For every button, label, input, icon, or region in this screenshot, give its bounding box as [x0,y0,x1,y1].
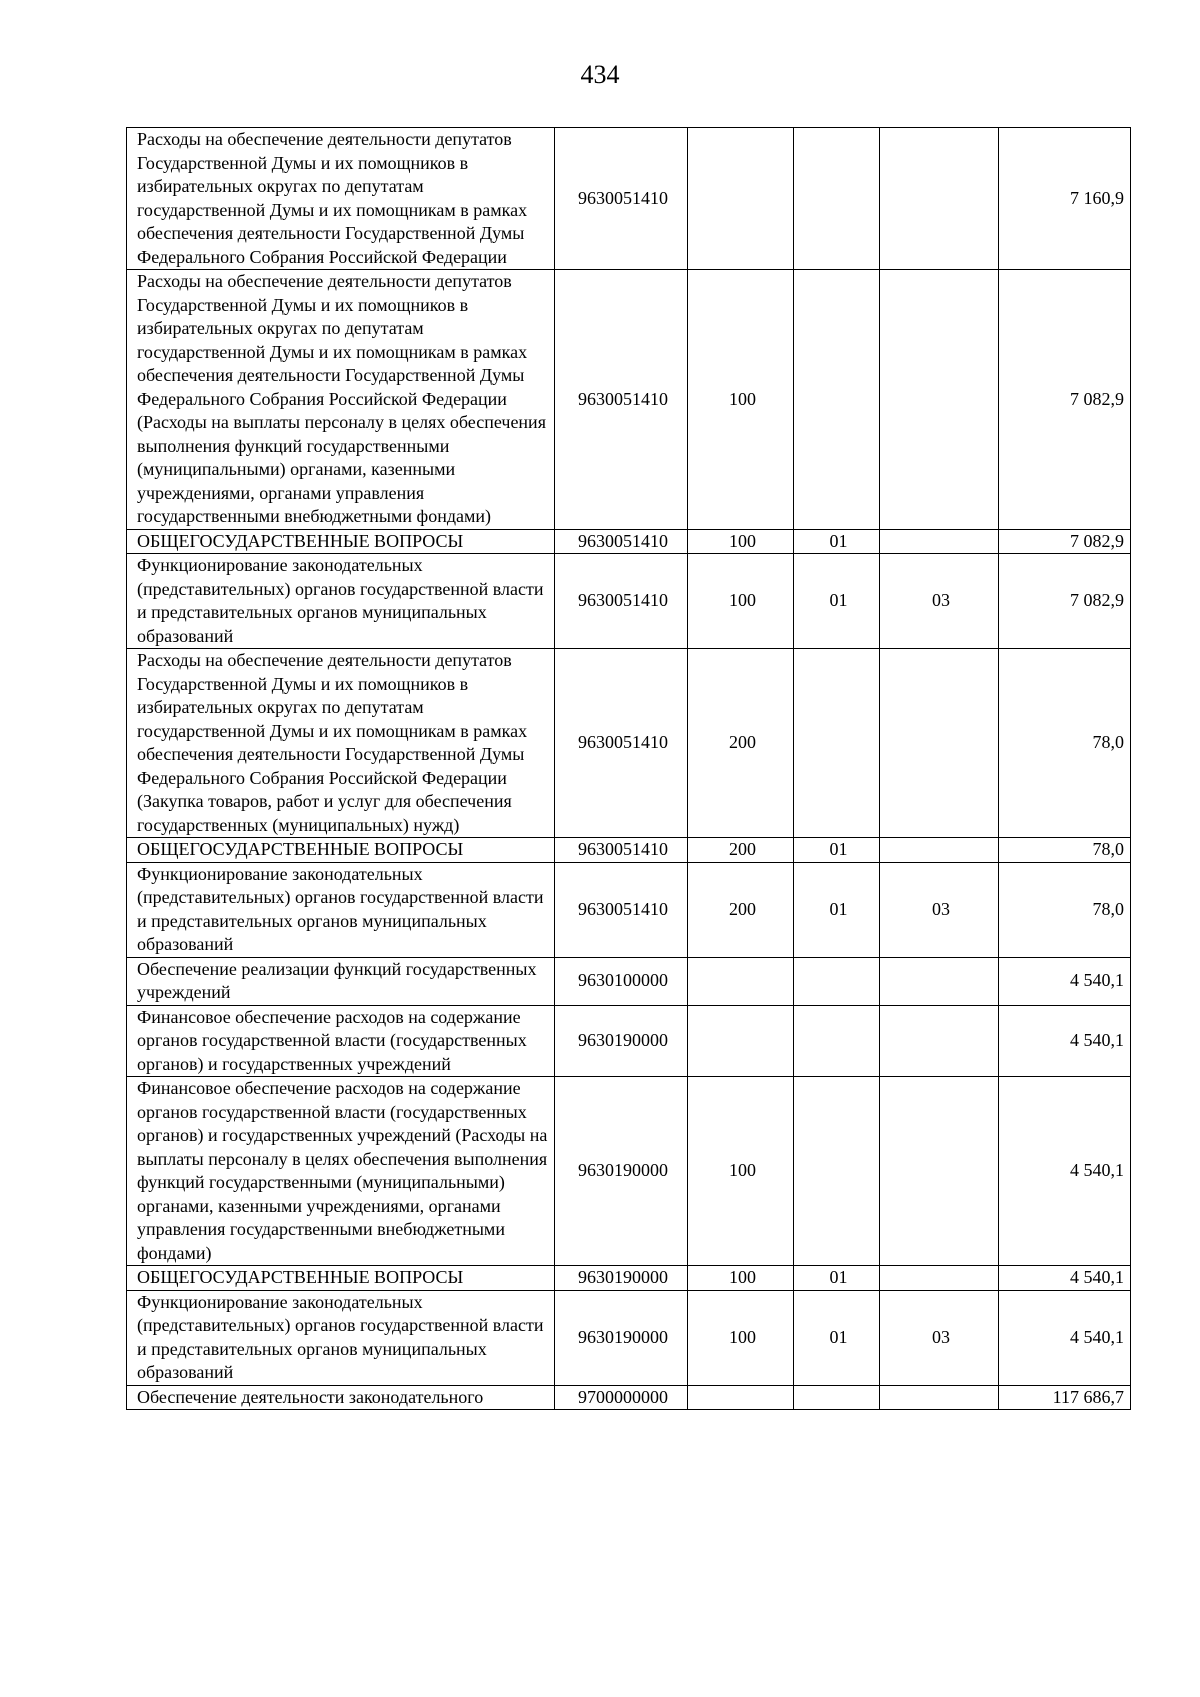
table-row [127,1385,1131,1410]
cell-target-article-code: 9630051410 [555,649,688,838]
cell-amount: 4 540,1 [999,1290,1131,1385]
cell-description: Расходы на обеспечение деятельности депутатов Государственной Думы и их помощников в избирательных округах по депутатам государственной Думы и их помощникам в рамках обеспечения деятельности Государственной Думы Федерального Собрания Российской Федерации (Расходы на выплаты персоналу в целях обеспечения выполнения функций государственными (муниципальными) органами, казенными учреждениями, органами управления государственными внебюджетными фондами) [127,270,555,530]
cell-amount: 78,0 [999,649,1131,838]
cell-section-code: 01 [794,862,880,957]
cell-target-article-code: 9630100000 [555,957,688,1005]
table-row [127,1266,1131,1291]
cell-subsection-code [880,270,999,530]
cell-amount: 4 540,1 [999,1077,1131,1266]
cell-target-article-code: 9630051410 [555,838,688,863]
cell-target-article-code: 9630190000 [555,1077,688,1266]
cell-expense-type-code: 100 [688,270,794,530]
cell-description: Обеспечение деятельности законодательного [127,1385,555,1410]
cell-amount: 78,0 [999,862,1131,957]
cell-amount: 7 160,9 [999,128,1131,270]
cell-subsection-code [880,649,999,838]
cell-target-article-code: 9630190000 [555,1266,688,1291]
table-row [127,862,1131,957]
cell-description: Расходы на обеспечение деятельности депутатов Государственной Думы и их помощников в избирательных округах по депутатам государственной Думы и их помощникам в рамках обеспечения деятельности Государственной Думы Федерального Собрания Российской Федерации (Закупка товаров, работ и услуг для обеспечения государственных (муниципальных) нужд) [127,649,555,838]
table-row [127,1005,1131,1077]
cell-expense-type-code [688,957,794,1005]
cell-target-article-code: 9630051410 [555,529,688,554]
cell-expense-type-code: 100 [688,1266,794,1291]
table-row [127,270,1131,530]
cell-description: Функционирование законодательных (представительных) органов государственной власти и представительных органов муниципальных образований [127,1290,555,1385]
cell-subsection-code [880,529,999,554]
cell-amount: 78,0 [999,838,1131,863]
cell-target-article-code: 9630051410 [555,862,688,957]
budget-table-body [127,128,1131,1410]
cell-subsection-code [880,1266,999,1291]
table-row [127,649,1131,838]
cell-section-code: 01 [794,529,880,554]
cell-subsection-code: 03 [880,1290,999,1385]
cell-section-code: 01 [794,1290,880,1385]
table-row [127,1077,1131,1266]
cell-expense-type-code: 200 [688,649,794,838]
cell-target-article-code: 9700000000 [555,1385,688,1410]
cell-amount: 4 540,1 [999,1005,1131,1077]
cell-subsection-code [880,128,999,270]
cell-amount: 7 082,9 [999,529,1131,554]
cell-section-code [794,128,880,270]
cell-amount: 4 540,1 [999,957,1131,1005]
cell-subsection-code: 03 [880,862,999,957]
table-row [127,1290,1131,1385]
cell-section-code [794,1385,880,1410]
cell-section-code: 01 [794,554,880,649]
cell-expense-type-code: 200 [688,862,794,957]
cell-section-code: 01 [794,1266,880,1291]
cell-subsection-code [880,838,999,863]
cell-target-article-code: 9630190000 [555,1290,688,1385]
cell-description: Обеспечение реализации функций государственных учреждений [127,957,555,1005]
cell-amount: 4 540,1 [999,1266,1131,1291]
cell-description: Расходы на обеспечение деятельности депутатов Государственной Думы и их помощников в избирательных округах по депутатам государственной Думы и их помощникам в рамках обеспечения деятельности Государственной Думы Федерального Собрания Российской Федерации [127,128,555,270]
cell-expense-type-code [688,1385,794,1410]
cell-section-code [794,957,880,1005]
table-row [127,838,1131,863]
cell-amount: 7 082,9 [999,270,1131,530]
cell-target-article-code: 9630190000 [555,1005,688,1077]
cell-expense-type-code: 100 [688,1290,794,1385]
cell-target-article-code: 9630051410 [555,554,688,649]
cell-expense-type-code [688,1005,794,1077]
table-row [127,957,1131,1005]
cell-subsection-code: 03 [880,554,999,649]
cell-description: Функционирование законодательных (представительных) органов государственной власти и представительных органов муниципальных образований [127,862,555,957]
cell-description: Финансовое обеспечение расходов на содержание органов государственной власти (государственных органов) и государственных учреждений (Расходы на выплаты персоналу в целях обеспечения выполнения функций государственными (муниципальными) органами, казенными учреждениями, органами управления государственными внебюджетными фондами) [127,1077,555,1266]
cell-section-code [794,270,880,530]
cell-section-code [794,1005,880,1077]
cell-expense-type-code: 100 [688,554,794,649]
cell-subsection-code [880,957,999,1005]
cell-amount: 7 082,9 [999,554,1131,649]
table-row [127,554,1131,649]
table-row [127,128,1131,270]
cell-amount: 117 686,7 [999,1385,1131,1410]
cell-section-code: 01 [794,838,880,863]
budget-table [126,127,1131,1410]
cell-subsection-code [880,1077,999,1266]
cell-subsection-code [880,1385,999,1410]
cell-description: ОБЩЕГОСУДАРСТВЕННЫЕ ВОПРОСЫ [127,529,555,554]
page-number: 434 [580,60,620,89]
cell-expense-type-code [688,128,794,270]
cell-subsection-code [880,1005,999,1077]
table-row [127,529,1131,554]
cell-expense-type-code: 100 [688,1077,794,1266]
cell-target-article-code: 9630051410 [555,270,688,530]
cell-target-article-code: 9630051410 [555,128,688,270]
cell-description: ОБЩЕГОСУДАРСТВЕННЫЕ ВОПРОСЫ [127,1266,555,1291]
cell-expense-type-code: 100 [688,529,794,554]
cell-section-code [794,1077,880,1266]
cell-description: Финансовое обеспечение расходов на содержание органов государственной власти (государственных органов) и государственных учреждений [127,1005,555,1077]
cell-description: Функционирование законодательных (представительных) органов государственной власти и представительных органов муниципальных образований [127,554,555,649]
cell-description: ОБЩЕГОСУДАРСТВЕННЫЕ ВОПРОСЫ [127,838,555,863]
cell-section-code [794,649,880,838]
cell-expense-type-code: 200 [688,838,794,863]
